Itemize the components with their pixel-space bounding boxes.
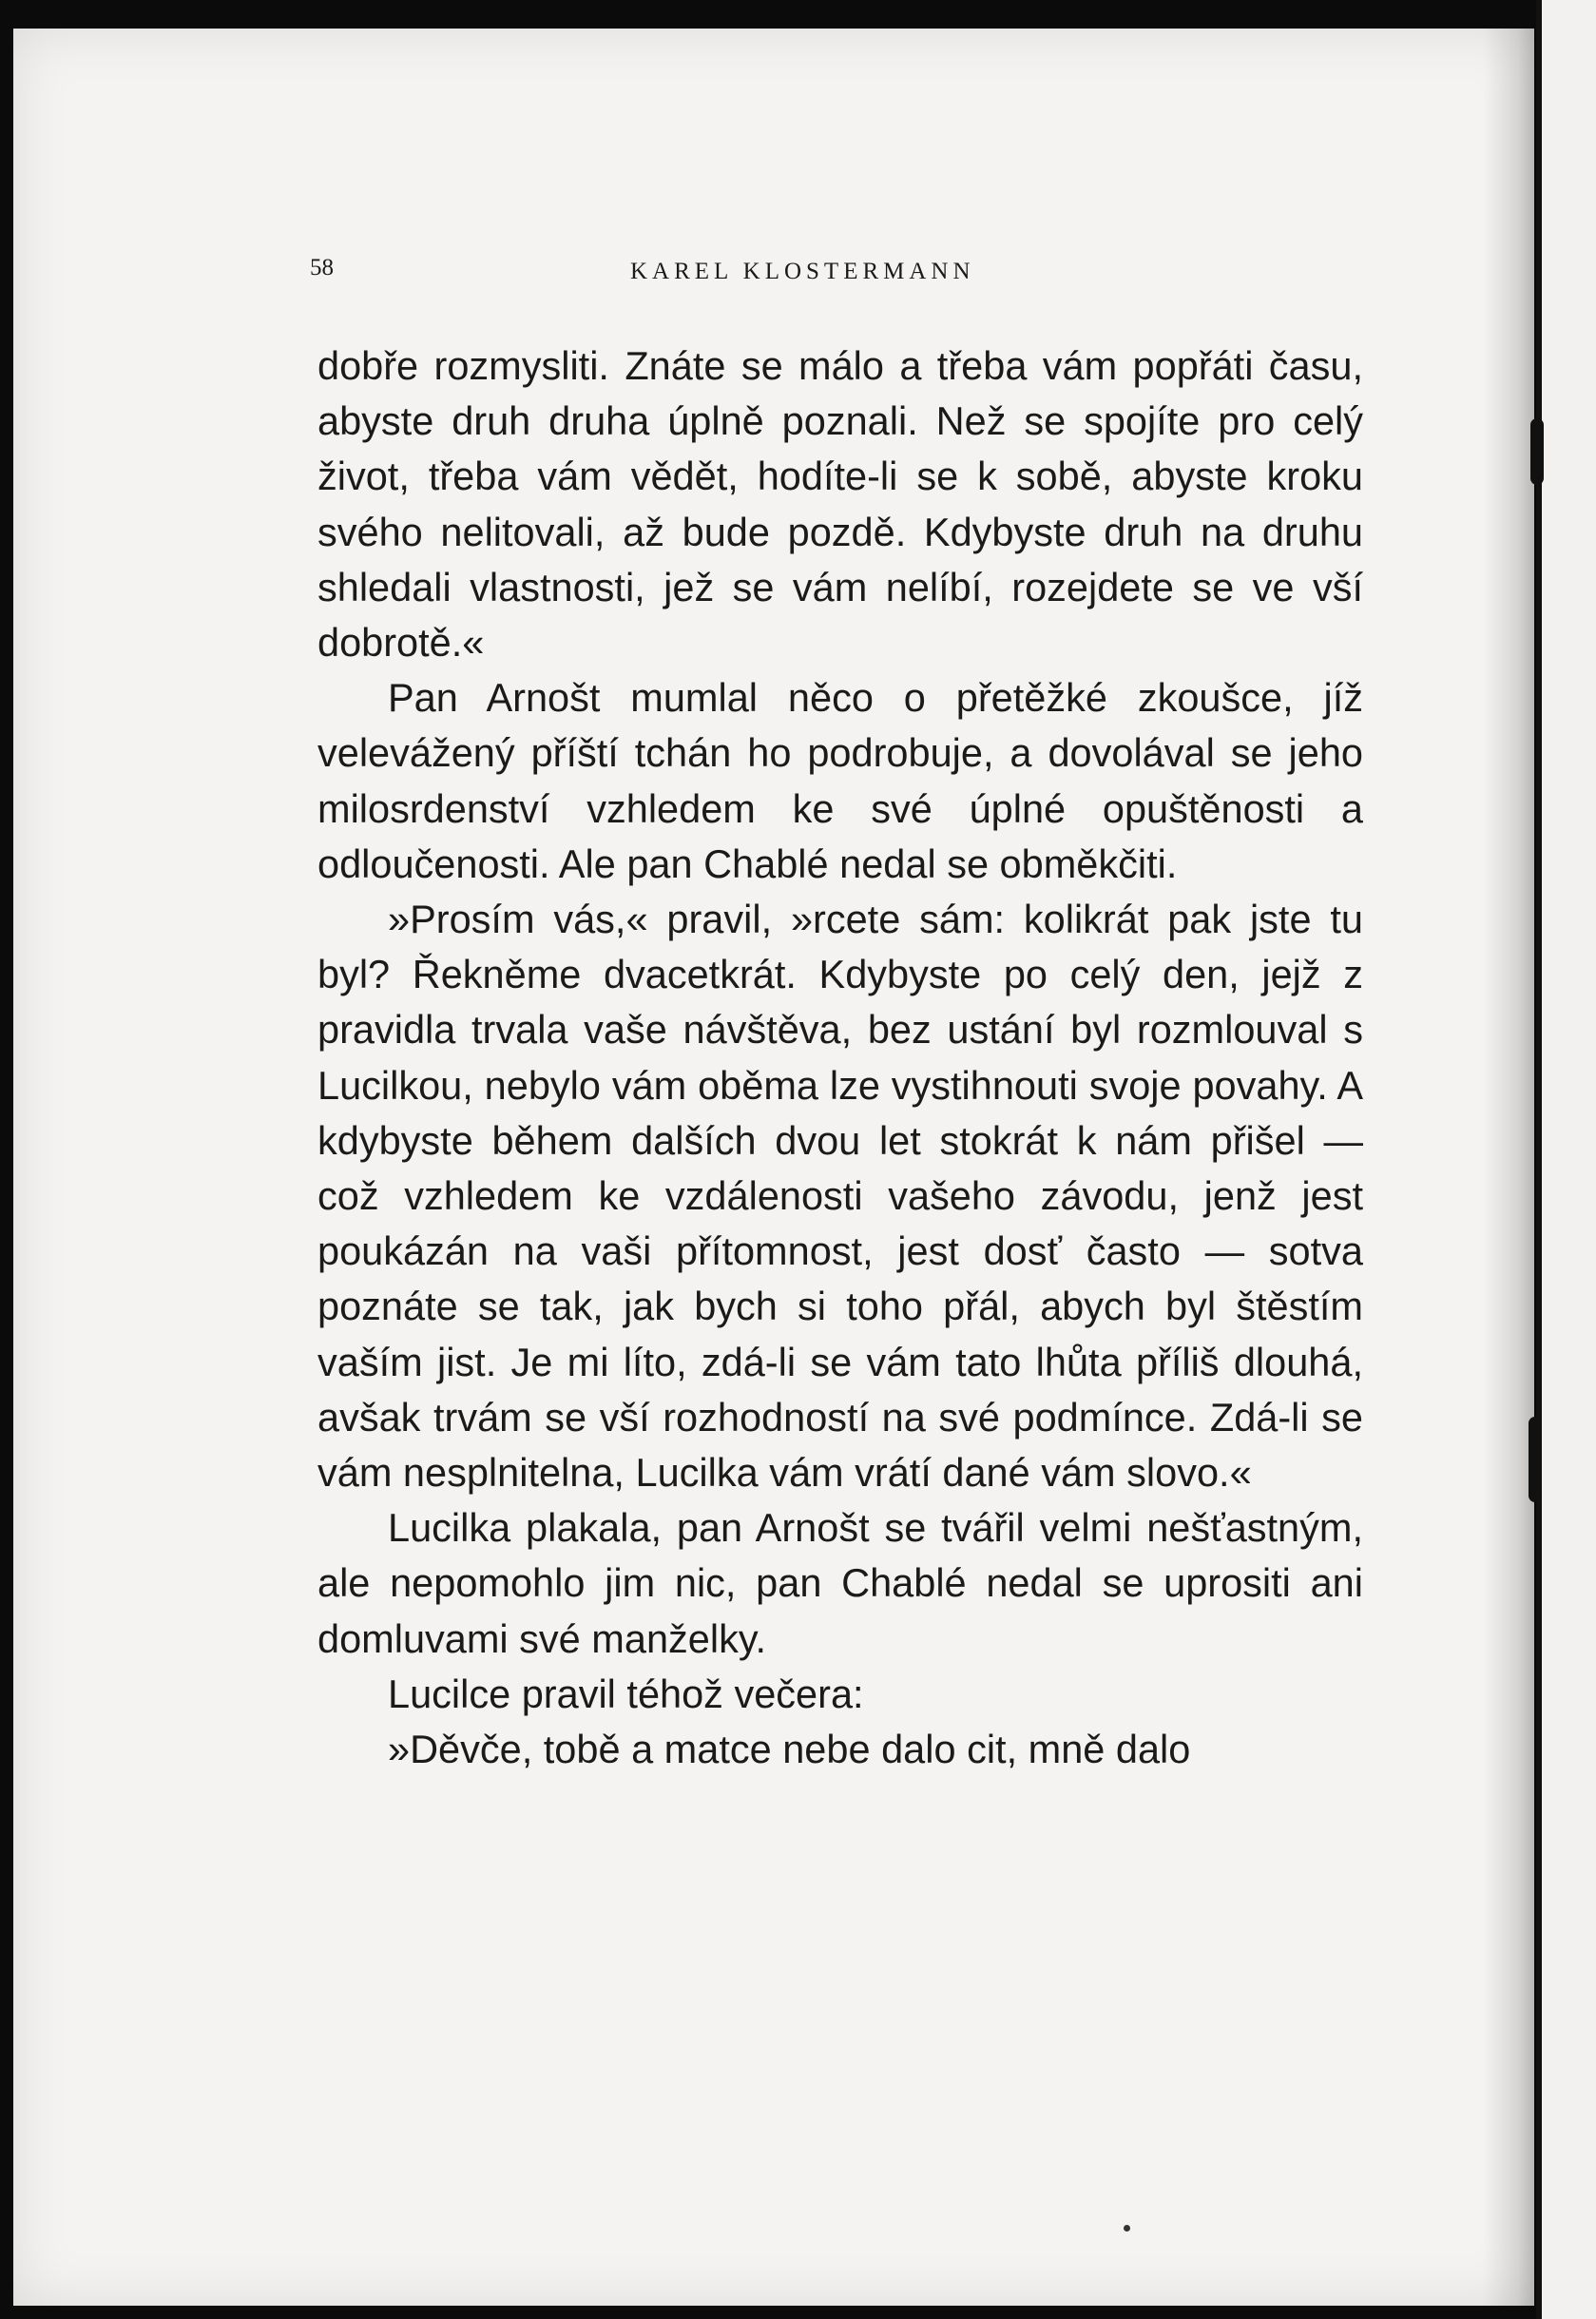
page-number: 58 <box>310 255 334 280</box>
binding-line <box>1536 0 1542 2319</box>
body-text <box>317 338 1363 1777</box>
paragraph: Lucilce pravil téhož večera: <box>388 1671 864 1716</box>
page-header <box>310 255 1289 293</box>
paragraph: Pan Arnošt mumlal něco o přetěžké zkoušce, jíž velevážený příští tchán ho podrobuje, a dovolával se jeho milosrdenství vzhledem ke své úplné opuštěnosti a odloučenosti. Ale pan Chablé nedal se obměkčiti. <box>317 675 1363 886</box>
ink-speck <box>1124 2225 1130 2232</box>
paragraph: »Děvče, tobě a matce nebe dalo cit, mně dalo <box>388 1727 1191 1772</box>
binding-notch-middle <box>1529 1417 1542 1502</box>
gutter-shadow <box>1483 29 1542 2306</box>
paragraph: »Prosím vás,« pravil, »rcete sám: kolikrát pak jste tu byl? Řekněme dvacetkrát. Kdybyste po celý den, jejž z pravidla trvala vaše návštěva, bez ustání byl rozmlouval s Lucilkou, nebylo vám oběma lze vystihnouti svoje povahy. A kdybyste během dalších dvou let stokrát k nám přišel — což vzhledem ke vzdálenosti vašeho závodu, jenž jest poukázán na vaši přítomnost, jest dosť často — sotva poznáte se tak, jak bych si toho přál, abych byl štěstím vaším jist. Je mi líto, zdá-li se vám tato lhůta příliš dlouhá, avšak trvám se vší rozhodností na své podmínce. Zdá-li se vám nesplnitelna, Lucilka vám vrátí dané vám slovo.« <box>317 897 1363 1496</box>
binding-notch-top <box>1530 418 1544 485</box>
paragraph: dobře rozmysliti. Znáte se málo a třeba vám popřáti času, abyste druh druha úplně poznali. Než se spojíte pro celý život, třeba vám vědět, hodíte-li se k sobě, abyste kroku svého nelitovali, až bude pozdě. Kdybyste druh na druhu shledali vlastnosti, jež se vám nelíbí, rozejdete se ve vší dobrotě.« <box>317 343 1363 666</box>
next-page-edge <box>1536 0 1596 2319</box>
paragraph: Lucilka plakala, pan Arnošt se tvářil velmi nešťastným, ale nepomohlo jim nic, pan Chablé nedal se uprositi ani domluvami své manželky. <box>317 1505 1363 1661</box>
running-head: KAREL KLOSTERMANN <box>630 259 975 284</box>
